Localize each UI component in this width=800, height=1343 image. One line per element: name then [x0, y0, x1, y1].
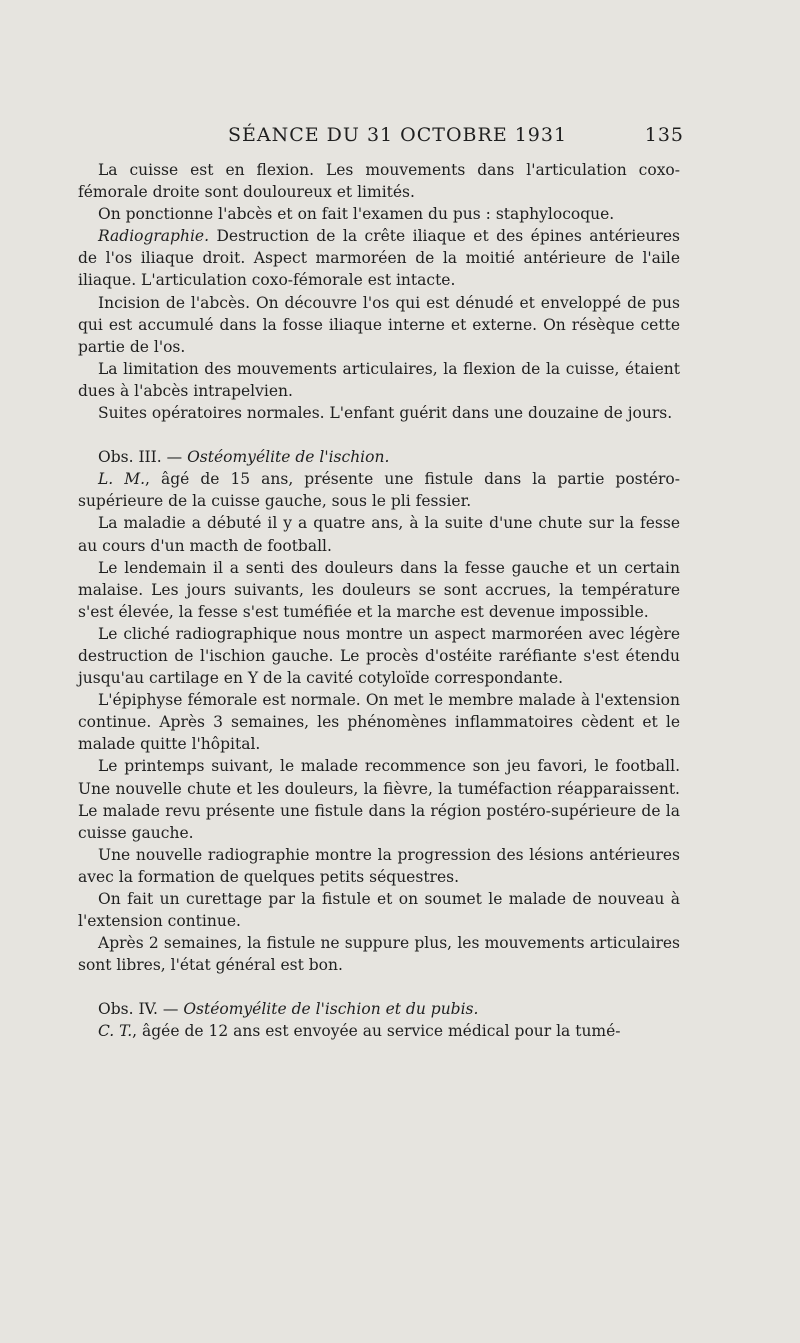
obs-3-patient: L. M. [98, 470, 146, 489]
obs-3-intro: , âgé de 15 ans, présente une fistule dans la partie postéro-supérieure de la cuisse gauche, sous le pli fessier. [78, 470, 680, 511]
obs-4-intro: , âgée de 12 ans est envoyée au service médical pour la tumé- [132, 1022, 621, 1041]
paragraph: La maladie a débuté il y a quatre ans, à la suite d'une chute sur la fesse au cours d'un macth de football. [78, 514, 680, 555]
page-number: 135 [644, 124, 684, 146]
paragraph: Suites opératoires normales. L'enfant guérit dans une douzaine de jours. [98, 404, 673, 423]
section-gap [78, 976, 680, 998]
radiographie-label: Radiographie. [98, 227, 210, 246]
paragraph [78, 1020, 680, 1042]
obs-3-label: Obs. III. — [98, 448, 188, 467]
paragraph: Incision de l'abcès. On découvre l'os qui est dénudé et enveloppé de pus qui est accumulé dans la fosse iliaque interne et externe. On résèque cette partie de l'os. [78, 293, 680, 356]
paragraph: L'épiphyse fémorale est normale. On met le membre malade à l'extension continue. Après 3 semaines, les phénomènes inflammatoires cèdent et le malade quitte l'hôpital. [78, 691, 680, 754]
paragraph [78, 468, 680, 512]
section-gap [78, 424, 680, 446]
radiographie-text: Destruction de la crête iliaque et des épines antérieures de l'os iliaque droit. Aspect marmoréen de la moitié antérieure de l'aile iliaque. L'articulation coxo-fémorale est intacte. [78, 227, 680, 290]
running-head: SÉANCE DU 31 OCTOBRE 1931 [228, 124, 568, 146]
paragraph: La cuisse est en flexion. Les mouvements dans l'articulation coxo-fémorale droite sont douloureux et limités. [78, 161, 680, 202]
page-header [78, 118, 684, 150]
paragraph: Après 2 semaines, la fistule ne suppure plus, les mouvements articulaires sont libres, l'état général est bon. [78, 934, 680, 975]
paragraph: Le lendemain il a senti des douleurs dans la fesse gauche et un certain malaise. Les jours suivants, les douleurs se sont accrues, la température s'est élevée, la fesse s'est tuméfiée et la marche est devenue impossible. [78, 558, 680, 621]
paragraph: On ponctionne l'abcès et on fait l'examen du pus : staphylocoque. [98, 205, 615, 224]
paragraph: Le cliché radiographique nous montre un aspect marmoréen avec légère destruction de l'ischion gauche. Le procès d'ostéite raréfiante s'est étendu jusqu'au cartilage en Y de la cavité cotyloïde correspondante. [78, 624, 680, 688]
obs-3-title: Ostéomyélite de l'ischion. [187, 448, 390, 467]
obs-4-title: Ostéomyélite de l'ischion et du pubis. [183, 1000, 479, 1019]
paragraph [78, 225, 680, 291]
obs-3-heading [78, 446, 680, 468]
paragraph: La limitation des mouvements articulaires, la flexion de la cuisse, étaient dues à l'abcès intrapelvien. [78, 359, 680, 400]
paragraph: Une nouvelle radiographie montre la progression des lésions antérieures avec la formation de quelques petits séquestres. [78, 845, 680, 886]
obs-4-patient: C. T. [98, 1022, 133, 1041]
obs-4-heading [78, 998, 680, 1020]
obs-4-label: Obs. IV. — [98, 1000, 184, 1019]
body-text [78, 159, 680, 1043]
paragraph: On fait un curettage par la fistule et on soumet le malade de nouveau à l'extension continue. [78, 890, 680, 931]
paragraph: Le printemps suivant, le malade recommence son jeu favori, le football. Une nouvelle chute et les douleurs, la fièvre, la tuméfaction réapparaissent. Le malade revu présente une fistule dans la région postéro-supérieure de la cuisse gauche. [78, 757, 680, 842]
